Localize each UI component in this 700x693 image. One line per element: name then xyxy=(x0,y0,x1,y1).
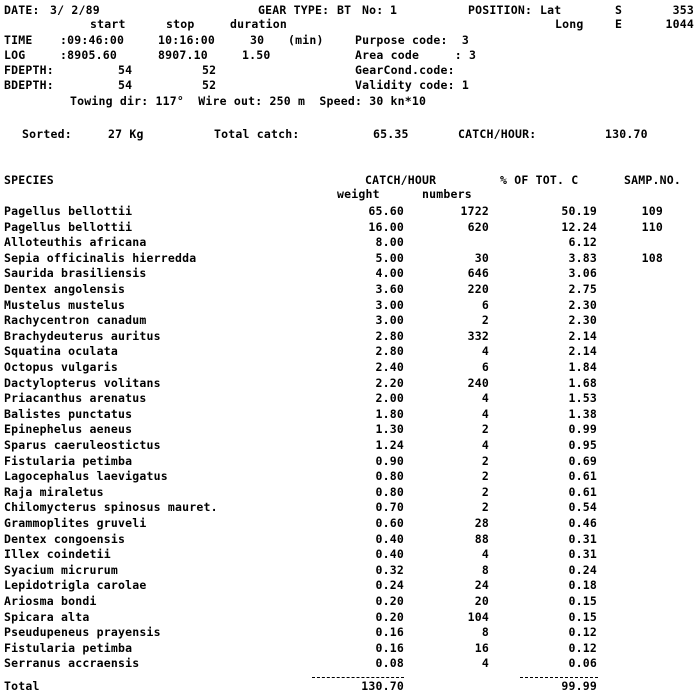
pct-value: 0.99 xyxy=(568,422,597,436)
species-name: Octopus vulgaris xyxy=(4,360,118,374)
weight-total-rule xyxy=(312,677,404,678)
numbers-value: 6 xyxy=(481,298,489,312)
log-start: :8905.60 xyxy=(60,48,117,62)
species-name: Saurida brasiliensis xyxy=(4,266,147,280)
species-name: Sparus caeruleostictus xyxy=(4,438,161,452)
time-unit: (min) xyxy=(288,33,324,47)
pct-value: 0.06 xyxy=(568,656,597,670)
numbers-value: 1722 xyxy=(460,204,489,218)
species-name: Dactylopterus volitans xyxy=(4,376,161,390)
numbers-value: 2 xyxy=(481,422,489,436)
weight-value: 0.08 xyxy=(375,656,404,670)
samp-value: 108 xyxy=(641,251,663,265)
species-name: Raja miraletus xyxy=(4,485,104,499)
numbers-value: 646 xyxy=(467,266,489,280)
catch-hour-header: CATCH/HOUR xyxy=(365,173,437,187)
pct-value: 1.38 xyxy=(568,407,597,421)
weight-value: 2.80 xyxy=(375,344,404,358)
pct-value: 0.18 xyxy=(568,578,597,592)
weight-value: 0.16 xyxy=(375,641,404,655)
numbers-value: 20 xyxy=(474,594,489,608)
weight-value: 16.00 xyxy=(368,220,404,234)
weight-value: 4.00 xyxy=(375,266,404,280)
sorted-label: Sorted: xyxy=(22,127,72,141)
samp-value: 109 xyxy=(641,204,663,218)
species-name: Dentex congoensis xyxy=(4,532,126,546)
no-value: 1 xyxy=(390,3,398,17)
species-name: Spicara alta xyxy=(4,610,90,624)
pct-value: 0.31 xyxy=(568,532,597,546)
time-stop: 10:16:00 xyxy=(158,33,215,47)
weight-header: weight xyxy=(337,187,380,201)
long-value: 1044 xyxy=(665,17,694,31)
col-duration-header: duration xyxy=(230,17,287,31)
pct-value: 50.19 xyxy=(561,204,597,218)
numbers-value: 24 xyxy=(474,578,489,592)
log-label: LOG xyxy=(4,48,26,62)
weight-value: 2.00 xyxy=(375,391,404,405)
pct-value: 0.15 xyxy=(568,610,597,624)
numbers-value: 104 xyxy=(467,610,489,624)
species-name: Priacanthus arenatus xyxy=(4,391,147,405)
position-label: POSITION: xyxy=(468,3,533,17)
pct-value: 2.30 xyxy=(568,298,597,312)
time-start: :09:46:00 xyxy=(60,33,125,47)
species-name: Fistularia petimba xyxy=(4,641,133,655)
species-name: Serranus accraensis xyxy=(4,656,140,670)
time-duration: 30 xyxy=(250,33,265,47)
total-catch-label: Total catch: xyxy=(214,127,300,141)
species-name: Rachycentron canadum xyxy=(4,313,147,327)
weight-value: 0.24 xyxy=(375,578,404,592)
area-code: Area code : 3 xyxy=(355,48,477,62)
weight-value: 65.60 xyxy=(368,204,404,218)
numbers-value: 8 xyxy=(481,563,489,577)
fdepth-label: FDEPTH: xyxy=(4,63,54,77)
log-duration: 1.50 xyxy=(242,48,271,62)
weight-value: 0.70 xyxy=(375,500,404,514)
lat-label: Lat xyxy=(540,3,562,17)
pct-header: % OF TOT. C xyxy=(500,173,579,187)
pct-value: 1.84 xyxy=(568,360,597,374)
log-stop: 8907.10 xyxy=(158,48,208,62)
pct-value: 0.24 xyxy=(568,563,597,577)
total-weight: 130.70 xyxy=(361,679,404,693)
validity-code: Validity code: 1 xyxy=(355,78,469,92)
species-name: Chilomycterus spinosus mauret. xyxy=(4,500,218,514)
species-name: Lepidotrigla carolae xyxy=(4,578,147,592)
pct-value: 12.24 xyxy=(561,220,597,234)
species-name: Mustelus mustelus xyxy=(4,298,126,312)
pct-value: 2.14 xyxy=(568,344,597,358)
species-name: Pagellus bellottii xyxy=(4,204,133,218)
weight-value: 0.80 xyxy=(375,469,404,483)
weight-value: 3.60 xyxy=(375,282,404,296)
species-name: Grammoplites gruveli xyxy=(4,516,147,530)
weight-value: 3.00 xyxy=(375,298,404,312)
lat-value: 353 xyxy=(672,3,694,17)
pct-value: 6.12 xyxy=(568,235,597,249)
numbers-value: 6 xyxy=(481,360,489,374)
pct-value: 1.53 xyxy=(568,391,597,405)
weight-value: 1.80 xyxy=(375,407,404,421)
long-hemisphere: E xyxy=(615,17,623,31)
bdepth-start: 54 xyxy=(118,78,133,92)
weight-value: 0.40 xyxy=(375,547,404,561)
col-stop-header: stop xyxy=(166,17,195,31)
numbers-value: 4 xyxy=(481,438,489,452)
date-value: 3/ 2/89 xyxy=(50,3,100,17)
weight-value: 0.20 xyxy=(375,594,404,608)
weight-value: 8.00 xyxy=(375,235,404,249)
purpose-code: Purpose code: 3 xyxy=(355,33,469,47)
weight-value: 0.90 xyxy=(375,454,404,468)
sorted-value: 27 Kg xyxy=(108,127,144,141)
weight-value: 0.20 xyxy=(375,610,404,624)
gear-type-value: BT xyxy=(337,3,352,17)
pct-value: 3.06 xyxy=(568,266,597,280)
species-name: Balistes punctatus xyxy=(4,407,133,421)
catch-hour-label: CATCH/HOUR: xyxy=(458,127,537,141)
date-label: DATE: xyxy=(4,3,40,17)
time-label: TIME xyxy=(4,33,33,47)
species-name: Alloteuthis africana xyxy=(4,235,147,249)
species-name: Sepia officinalis hierredda xyxy=(4,251,197,265)
long-label: Long xyxy=(555,17,584,31)
species-name: Pseudupeneus prayensis xyxy=(4,625,161,639)
species-name: Epinephelus aeneus xyxy=(4,422,133,436)
pct-value: 0.46 xyxy=(568,516,597,530)
species-name: Ariosma bondi xyxy=(4,594,97,608)
species-name: Squatina oculata xyxy=(4,344,118,358)
numbers-value: 220 xyxy=(467,282,489,296)
numbers-value: 620 xyxy=(467,220,489,234)
weight-value: 3.00 xyxy=(375,313,404,327)
samp-header: SAMP.NO. xyxy=(624,173,681,187)
numbers-value: 4 xyxy=(481,391,489,405)
weight-value: 2.20 xyxy=(375,376,404,390)
numbers-value: 8 xyxy=(481,625,489,639)
samp-value: 110 xyxy=(641,220,663,234)
pct-value: 0.15 xyxy=(568,594,597,608)
weight-value: 0.60 xyxy=(375,516,404,530)
species-name: Syacium micrurum xyxy=(4,563,118,577)
pct-value: 1.68 xyxy=(568,376,597,390)
species-name: Brachydeuterus auritus xyxy=(4,329,161,343)
weight-value: 0.40 xyxy=(375,532,404,546)
pct-value: 2.75 xyxy=(568,282,597,296)
numbers-value: 16 xyxy=(474,641,489,655)
numbers-value: 332 xyxy=(467,329,489,343)
numbers-value: 2 xyxy=(481,500,489,514)
gearcond-code: GearCond.code: xyxy=(355,63,455,77)
catch-hour-value: 130.70 xyxy=(605,127,648,141)
pct-value: 0.69 xyxy=(568,454,597,468)
weight-value: 0.32 xyxy=(375,563,404,577)
weight-value: 1.30 xyxy=(375,422,404,436)
pct-value: 0.31 xyxy=(568,547,597,561)
species-name: Dentex angolensis xyxy=(4,282,126,296)
numbers-value: 88 xyxy=(474,532,489,546)
bdepth-label: BDEPTH: xyxy=(4,78,54,92)
weight-value: 5.00 xyxy=(375,251,404,265)
lat-hemisphere: S xyxy=(615,3,623,17)
gear-type-label: GEAR TYPE: xyxy=(258,3,330,17)
no-label: No: xyxy=(362,3,384,17)
pct-value: 3.83 xyxy=(568,251,597,265)
weight-value: 2.40 xyxy=(375,360,404,374)
numbers-value: 2 xyxy=(481,485,489,499)
fdepth-stop: 52 xyxy=(202,63,217,77)
pct-value: 0.12 xyxy=(568,641,597,655)
species-name: Pagellus bellottii xyxy=(4,220,133,234)
pct-value: 0.61 xyxy=(568,485,597,499)
total-pct: 99.99 xyxy=(561,679,597,693)
numbers-value: 2 xyxy=(481,313,489,327)
numbers-value: 2 xyxy=(481,454,489,468)
numbers-value: 4 xyxy=(481,344,489,358)
total-catch-value: 65.35 xyxy=(373,127,409,141)
weight-value: 0.16 xyxy=(375,625,404,639)
pct-value: 0.12 xyxy=(568,625,597,639)
numbers-value: 4 xyxy=(481,407,489,421)
numbers-value: 30 xyxy=(474,251,489,265)
pct-value: 2.30 xyxy=(568,313,597,327)
numbers-value: 28 xyxy=(474,516,489,530)
species-name: Fistularia petimba xyxy=(4,454,133,468)
species-name: Illex coindetii xyxy=(4,547,111,561)
species-name: Lagocephalus laevigatus xyxy=(4,469,168,483)
numbers-value: 240 xyxy=(467,376,489,390)
weight-value: 0.80 xyxy=(375,485,404,499)
pct-value: 0.95 xyxy=(568,438,597,452)
species-header: SPECIES xyxy=(4,173,54,187)
towing-line: Towing dir: 117° Wire out: 250 m Speed: 30 kn*10 xyxy=(70,94,427,108)
weight-value: 2.80 xyxy=(375,329,404,343)
pct-value: 0.61 xyxy=(568,469,597,483)
pct-value: 0.54 xyxy=(568,500,597,514)
numbers-value: 2 xyxy=(481,469,489,483)
numbers-value: 4 xyxy=(481,656,489,670)
pct-value: 2.14 xyxy=(568,329,597,343)
pct-total-rule xyxy=(520,677,598,678)
numbers-value: 4 xyxy=(481,547,489,561)
numbers-header: numbers xyxy=(422,187,472,201)
fdepth-start: 54 xyxy=(118,63,133,77)
weight-value: 1.24 xyxy=(375,438,404,452)
bdepth-stop: 52 xyxy=(202,78,217,92)
total-label: Total xyxy=(4,679,40,693)
col-start-header: start xyxy=(90,17,126,31)
